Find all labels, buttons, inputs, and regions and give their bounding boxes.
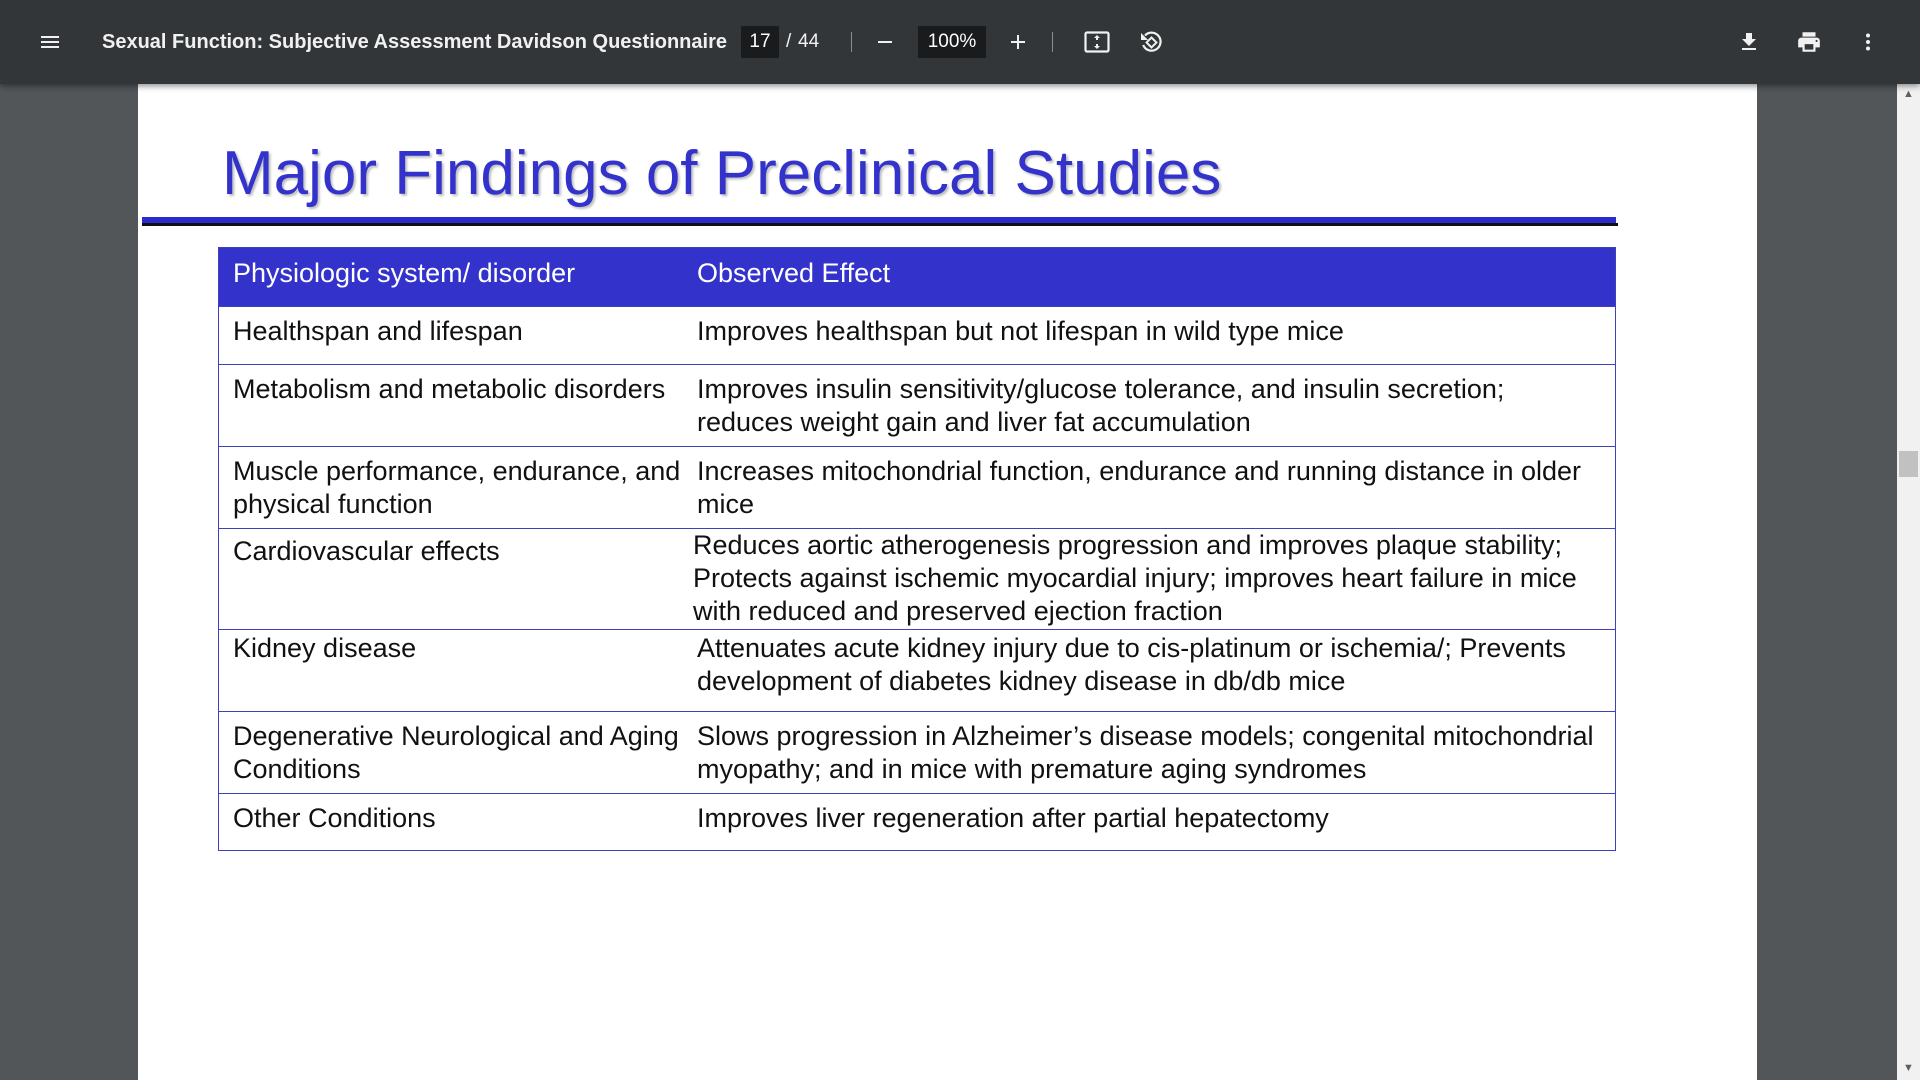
page-number-input[interactable]: 17 (741, 26, 779, 58)
findings-table (218, 247, 1616, 851)
scrollbar-thumb[interactable] (1899, 451, 1918, 477)
more-vert-icon (1856, 30, 1880, 54)
column-header-effect: Observed Effect (697, 258, 891, 288)
cell-system: Muscle performance, endurance, and physical function (233, 456, 681, 519)
plus-icon (1006, 30, 1030, 54)
table-header-row (219, 248, 1615, 306)
table-row (219, 528, 1615, 629)
toolbar-divider (851, 32, 852, 52)
total-pages: 44 (798, 31, 820, 52)
cell-effect: Slows progression in Alzheimer’s disease models; congenital mitochondrial myopathy; and in mice with premature aging syndromes (697, 721, 1594, 784)
hamburger-menu-icon[interactable] (26, 18, 74, 66)
zoom-level-input[interactable]: 100% (918, 26, 986, 58)
scroll-down-arrow-icon[interactable]: ▼ (1903, 1062, 1914, 1074)
toolbar-divider (1052, 32, 1053, 52)
vertical-scrollbar[interactable] (1897, 84, 1920, 1080)
cell-effect: Improves healthspan but not lifespan in wild type mice (697, 316, 1344, 346)
cell-system: Degenerative Neurological and Aging Conditions (233, 721, 679, 784)
fit-to-page-icon (1083, 28, 1111, 56)
cell-effect: Improves liver regeneration after partial hepatectomy (697, 803, 1329, 833)
table-row (219, 364, 1615, 446)
fit-to-page-button[interactable] (1073, 18, 1121, 66)
document-page (138, 84, 1757, 1080)
cell-effect: Improves insulin sensitivity/glucose tolerance, and insulin secretion; reduces weight gain and liver fat accumulation (697, 374, 1505, 437)
cell-effect: Reduces aortic atherogenesis progression and improves plaque stability; Protects against ischemic myocardial injury; improves heart failure in mice with reduced and preserved ejection fraction (693, 530, 1577, 626)
slide-title: Major Findings of Preclinical Studies (222, 139, 1222, 208)
cell-system: Other Conditions (233, 803, 436, 833)
pdf-toolbar (0, 0, 1920, 84)
cell-effect: Attenuates acute kidney injury due to cis-platinum or ischemia/; Prevents development of diabetes kidney disease in db/db mice (697, 633, 1566, 696)
more-options-button[interactable] (1844, 18, 1892, 66)
cell-system: Kidney disease (233, 633, 417, 663)
cell-effect: Increases mitochondrial function, endurance and running distance in older mice (697, 456, 1582, 519)
table-row (219, 306, 1615, 364)
rotate-button[interactable] (1127, 18, 1175, 66)
download-icon (1737, 30, 1761, 54)
table-row (219, 793, 1615, 850)
print-icon (1796, 29, 1822, 55)
zoom-out-button[interactable] (861, 18, 909, 66)
cell-system: Cardiovascular effects (233, 536, 500, 566)
download-button[interactable] (1725, 18, 1773, 66)
rotate-icon (1137, 28, 1165, 56)
column-header-system: Physiologic system/ disorder (233, 258, 576, 288)
document-title: Sexual Function: Subjective Assessment Davidson Questionnaire (102, 31, 727, 53)
zoom-in-button[interactable] (994, 18, 1042, 66)
print-button[interactable] (1785, 18, 1833, 66)
cell-system: Metabolism and metabolic disorders (233, 374, 666, 404)
table-row (219, 446, 1615, 528)
page-separator: / (786, 31, 792, 52)
table-row (219, 629, 1615, 711)
table-row (219, 711, 1615, 793)
scroll-up-arrow-icon[interactable]: ▲ (1903, 88, 1914, 100)
minus-icon (873, 30, 897, 54)
title-underline-black (142, 223, 1618, 226)
cell-system: Healthspan and lifespan (233, 316, 523, 346)
